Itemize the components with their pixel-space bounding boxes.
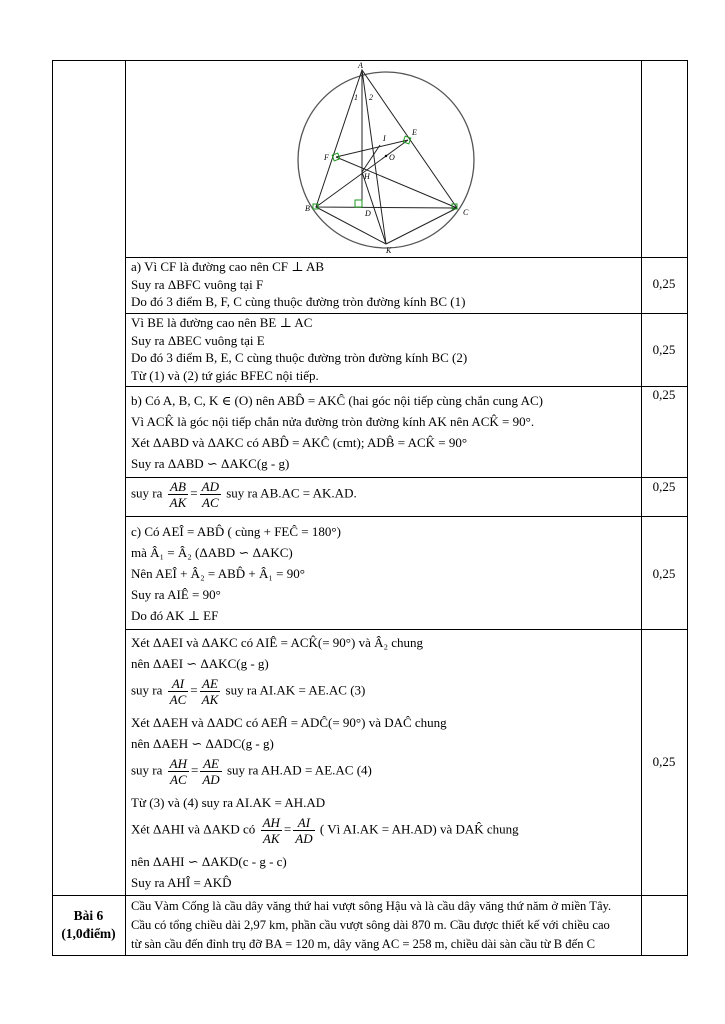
score-b-part1: 0,25 xyxy=(652,387,676,402)
fraction-numerator: AD xyxy=(201,479,219,494)
fraction-numerator: AI xyxy=(168,676,189,692)
text-line: từ sàn cầu đến đỉnh trụ đỡ BA = 120 m, dây văng AC = 258 m, chiều dài sàn cầu từ B đến C xyxy=(131,937,596,951)
row-divider xyxy=(125,477,688,478)
text-line: Xét ΔABD và ΔAKC có ABD̂ = AKĈ (cmt); ADB̂ = ACK̂ = 90° xyxy=(131,435,468,450)
row-divider xyxy=(125,516,688,517)
text-line: Cầu Vàm Cống là cầu dây văng thứ hai vượt sông Hậu và là cầu dây văng thứ năm ở miền Tây. xyxy=(131,899,612,913)
text-line: Vì ACK̂ là góc nội tiếp chắn nửa đường tròn đường kính AK nên ACK̂ = 90°. xyxy=(131,414,535,429)
fraction-numerator: AH xyxy=(169,756,188,771)
label-angle-1: 1 xyxy=(354,93,358,102)
table-border-bottom xyxy=(52,955,688,956)
fraction-denominator: AK xyxy=(201,692,219,707)
fraction-denominator: AD xyxy=(295,831,313,846)
fraction-ae-ak xyxy=(200,676,221,707)
text-line: Cầu có tổng chiều dài 2,97 km, phần cầu vượt sông dài 870 m. Cầu được thiết kế với chiều cao xyxy=(131,918,610,932)
table-divider-col1 xyxy=(125,60,126,956)
text-fragment: suy ra xyxy=(131,682,163,698)
text-line: suy ra $\frac{AH}{AC}$ = $\frac{AE}{AD}$ suy ra AH.AD = AE.AC (4) xyxy=(131,756,372,787)
right-angle-mark-d xyxy=(355,200,362,207)
text-line: Suy ra AHÎ = AKD̂ xyxy=(131,875,232,890)
fraction-numerator: AI xyxy=(293,815,314,831)
score-a-part2: 0,25 xyxy=(652,342,676,357)
label-c: C xyxy=(463,208,469,217)
text-fragment: suy ra xyxy=(131,762,163,778)
text-line: Suy ra ΔABD ∽ ΔAKC(g - g) xyxy=(131,456,290,471)
answer-a-part2 xyxy=(131,314,467,384)
text-fragment: suy ra AB.AC = AK.AD. xyxy=(226,485,357,501)
fraction-numerator: AH xyxy=(262,815,280,830)
fraction-ah-ac xyxy=(168,756,189,787)
problem-6-statement xyxy=(131,897,611,954)
text-line: Nên AEÎ + Â₂ = ABD̂ + Â₁ = 90° xyxy=(131,566,305,581)
fraction-ae-ad xyxy=(200,756,221,787)
score-c-part2: 0,25 xyxy=(652,754,676,769)
text-fragment: Xét ΔAHI và ΔAKD có xyxy=(131,821,256,837)
text-line: a) Vì CF là đường cao nên CF ⊥ AB xyxy=(131,259,325,274)
text-line: Xét ΔAEI và ΔAKC có AIÊ = ACK̂(= 90°) và Â₂ chung xyxy=(131,635,424,650)
segment-ck xyxy=(386,208,457,244)
row-divider xyxy=(125,386,688,387)
text-line: Suy ra ΔBFC vuông tại F xyxy=(131,276,264,292)
fraction-ai-ac xyxy=(168,676,189,707)
answer-a-part1 xyxy=(131,258,465,311)
text-line: b) Có A, B, C, K ∈ (O) nên ABD̂ = AKĈ (hai góc nội tiếp cùng chắn cung AC) xyxy=(131,393,543,408)
table-border-right xyxy=(687,60,688,956)
text-fragment: suy ra AI.AK = AE.AC (3) xyxy=(225,682,366,698)
text-fragment: suy ra AH.AD = AE.AC (4) xyxy=(226,762,372,778)
problem-6-points: (1,0điểm) xyxy=(61,926,116,941)
label-k: K xyxy=(386,246,392,255)
label-f: F xyxy=(324,153,329,162)
label-h: H xyxy=(364,172,370,181)
text-line: Do đó 3 điểm B, E, C cùng thuộc đường tròn đường kính BC (2) xyxy=(131,350,468,365)
text-line: Suy ra ΔBEC vuông tại E xyxy=(131,332,265,348)
text-fragment: ( Vì AI.AK = AH.AD) và DAK̂ chung xyxy=(319,821,519,837)
label-a: A xyxy=(358,61,363,70)
text-line: Xét ΔAHI và ΔAKD có $\frac{AH}{AK}$ = $\frac{AI}{AD}$ ( Vì AI.AK = AH.AD) và DAK̂ chung xyxy=(131,815,519,846)
score-a-part1: 0,25 xyxy=(652,276,676,291)
point-o xyxy=(385,155,387,157)
fraction-ad-ac xyxy=(200,479,221,510)
text-line: Từ (1) và (2) tứ giác BFEC nội tiếp. xyxy=(131,367,319,383)
text-line: Suy ra AIÊ = 90° xyxy=(131,587,221,602)
answer-b-part1 xyxy=(131,390,543,474)
row-divider xyxy=(52,895,688,896)
score-c-part1: 0,25 xyxy=(652,566,676,581)
answer-c-part2 xyxy=(131,634,519,895)
fraction-denominator: AK xyxy=(169,495,187,510)
text-line: Vì BE là đường cao nên BE ⊥ AC xyxy=(131,315,313,330)
label-b: B xyxy=(305,204,310,213)
row-divider xyxy=(125,629,688,630)
fraction-denominator: AC xyxy=(170,772,187,787)
text-line: Xét ΔAEH và ΔADC có AEĤ = ADĈ(= 90°) và DAĈ chung xyxy=(131,715,447,730)
fraction-ai-ad xyxy=(293,815,314,846)
text-line: Do đó AK ⊥ EF xyxy=(131,608,219,623)
label-angle-2: 2 xyxy=(369,93,373,102)
answer-c-part1 xyxy=(131,521,341,626)
table-border-left xyxy=(52,60,53,956)
fraction-numerator: AB xyxy=(168,479,189,495)
text-line: suy ra $\frac{AB}{AK}$ = $\frac{AD}{AC}$ suy ra AB.AC = AK.AD. xyxy=(131,479,357,510)
fraction-denominator: AC xyxy=(202,495,219,510)
label-d: D xyxy=(365,209,371,218)
triangle-abc xyxy=(316,70,457,208)
text-line: Do đó 3 điểm B, F, C cùng thuộc đường tròn đường kính BC (1) xyxy=(131,294,466,309)
table-divider-col2 xyxy=(641,60,642,956)
label-e: E xyxy=(412,128,417,137)
text-line: Từ (3) và (4) suy ra AI.AK = AH.AD xyxy=(131,795,326,810)
text-line: nên ΔAEH ∽ ΔADC(g - g) xyxy=(131,736,274,751)
fraction-denominator: AC xyxy=(169,692,187,707)
text-line: mà Â₁ = Â₂ (ΔABD ∽ ΔAKC) xyxy=(131,545,293,560)
text-line: c) Có AEÎ = ABD̂ ( cùng + FEĈ = 180°) xyxy=(131,524,341,539)
text-line: suy ra $\frac{AI}{AC}$ = $\frac{AE}{AK}$ suy ra AI.AK = AE.AC (3) xyxy=(131,676,366,707)
fraction-ab-ak xyxy=(168,479,189,510)
answer-b-part2 xyxy=(131,479,357,510)
label-o: O xyxy=(389,153,395,162)
fraction-ah-ak xyxy=(261,815,282,846)
geometry-figure xyxy=(290,60,490,260)
fraction-denominator: AK xyxy=(262,831,280,846)
fraction-numerator: AE xyxy=(200,756,221,772)
text-line: nên ΔAEI ∽ ΔAKC(g - g) xyxy=(131,656,269,671)
fraction-denominator: AD xyxy=(202,772,220,787)
label-i: I xyxy=(383,134,386,143)
score-b-part2: 0,25 xyxy=(652,479,676,494)
text-fragment: suy ra xyxy=(131,485,163,501)
problem-6-label xyxy=(52,907,125,943)
problem-6-title: Bài 6 xyxy=(73,908,104,923)
fraction-numerator: AE xyxy=(200,676,221,692)
text-line: nên ΔAHI ∽ ΔAKD(c - g - c) xyxy=(131,854,287,869)
